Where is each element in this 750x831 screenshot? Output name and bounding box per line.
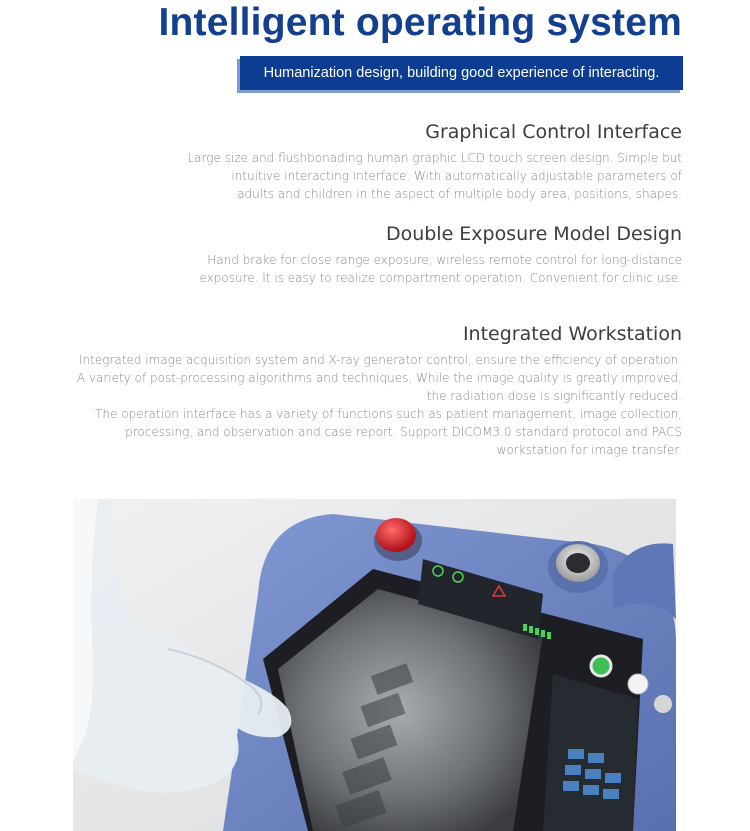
section-body [187, 149, 682, 203]
body-line: adults and children in the aspect of multiple body area, positions, shapes. [237, 187, 682, 201]
page-headline: Intelligent operating system [158, 1, 682, 44]
body-line: Integrated image acquisition system and X-ray generator control, ensure the efficiency of operation. [79, 353, 682, 367]
section-body [200, 251, 683, 287]
subtitle-banner: Humanization design, building good experience of interacting. [240, 56, 683, 90]
section-body [77, 351, 682, 459]
body-line: processing, and observation and case report. Support DICOM3.0 standard protocol and PACS [125, 425, 682, 439]
body-line: exposure. It is easy to realize compartment operation. Convenient for clinic use. [199, 271, 682, 285]
photo-illustration [73, 499, 676, 831]
body-line: A variety of post-processing algorithms and techniques, While the image quality is greatly improved, [76, 371, 682, 385]
section-integrated-workstation [77, 321, 682, 459]
section-title: Integrated Workstation [462, 323, 682, 345]
section-graphical-control [187, 119, 682, 203]
section-double-exposure [200, 221, 683, 287]
body-line: Hand brake for close range exposure, wireless remote control for long-distance [207, 253, 682, 267]
body-line: intuitive interacting interface. With automatically adjustable parameters of [231, 169, 682, 183]
section-title: Double Exposure Model Design [385, 223, 682, 245]
body-line: workstation for image transfer. [496, 443, 682, 457]
body-line: Large size and flushbonading human graphic LCD touch screen design. Simple but [187, 151, 682, 165]
xray-control-panel-photo [73, 499, 676, 831]
body-line: the radiation dose is significantly reduced. [426, 389, 682, 403]
body-line: The operation interface has a variety of functions such as patient management, image collection, [95, 407, 682, 421]
section-title: Graphical Control Interface [425, 121, 682, 143]
